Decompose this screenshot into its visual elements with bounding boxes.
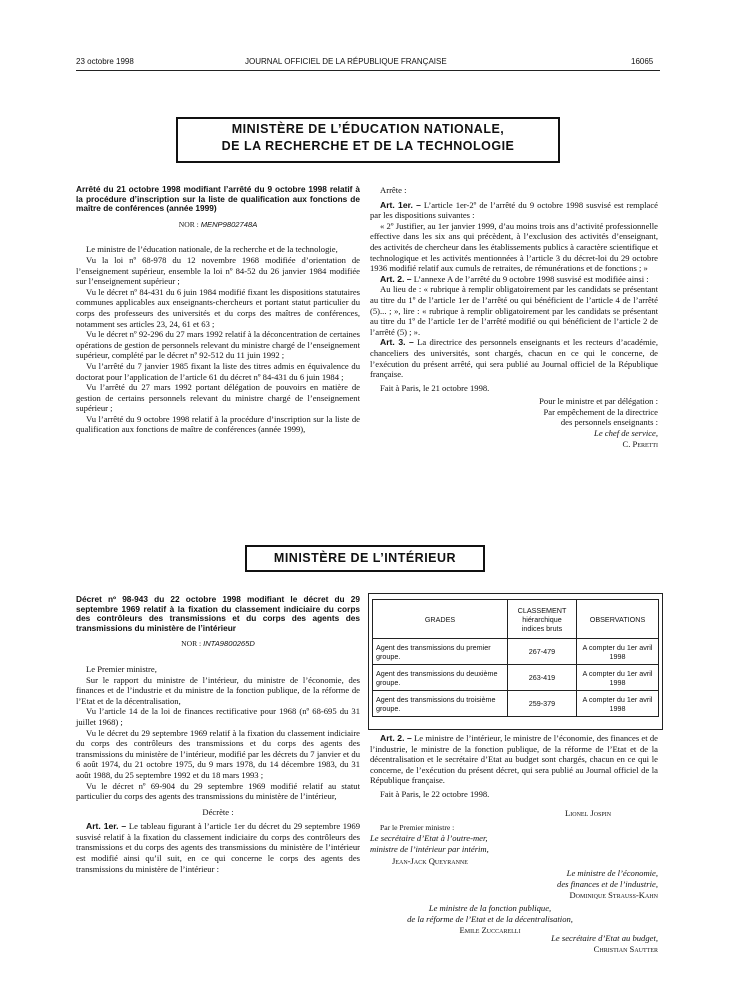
arrete-art3-text: La directrice des personnels enseignants et les recteurs d’académie, chanceliers des universités, sont chargés, chacun en ce qui le concerne, de l’exécution du présent arrêté, qui sera publié au Journal officiel de la République française. [370,337,658,380]
table-header-row [373,600,659,639]
arrete-sig-line: Le chef de service, [594,428,658,439]
decret-sig-line: Par le Premier ministre : [380,823,455,832]
ministry-education-line2: DE LA RECHERCHE ET DE LA TECHNOLOGIE [221,139,515,153]
header-rule [76,70,660,71]
table-cell-grade: Agent des transmissions du troisième groupe. [373,691,508,717]
decret-title: Décret nº 98-943 du 22 octobre 1998 modifiant le décret du 29 septembre 1969 relatif à la fixation du classement indiciaire du corps des contrôleurs des transmissions et du corps des agents des transmissions du ministère de l’intérieur [76,594,360,633]
decret-sig-name: Jean-Jack Queyranne [392,855,468,866]
table-row [373,691,659,717]
decret-art1-text: Le tableau figurant à l’article 1er du décret du 29 septembre 1969 susvisé relatif à la fixation du classement indiciaire du corps des contrôleurs des transmissions et du corps des agents des transmissions du ministère de l’intérieur est modifié ainsi qu’il suit, en ce qui concerne le corps des agents des transmissions du ministère de l’intérieur : [76,821,360,874]
decret-visa: Vu l’article 14 de la loi de finances rectificative pour 1968 (nº 68-695 du 31 juillet 1968) ; [76,706,360,727]
decret-decrete-label: Décrète : [202,806,234,817]
arrete-visa: Vu l’arrêté du 9 octobre 1998 relatif à la procédure d’inscription sur la liste de qualification aux fonctions de maître de conférences (année 1999), [76,413,360,435]
decret-signature-public-service [370,903,610,937]
arrete-nor-label: NOR : [178,219,199,229]
arrete-nor [76,220,360,231]
arrete-signature-block [370,396,658,449]
arrete-sig-name: C. Peretti [622,438,658,449]
header-date: 23 octobre 1998 [76,57,134,66]
table-cell-observation: A compter du 1er avril 1998 [577,665,659,691]
table-cell-observation: A compter du 1er avril 1998 [577,639,659,665]
decret-sig-line: ministre de l’intérieur par intérim, [370,844,489,855]
ministry-education-line1: MINISTÈRE DE L’ÉDUCATION NATIONALE, [231,122,505,136]
table-cell-index: 267-479 [508,639,577,665]
decret-left-column [76,595,360,874]
table-header-cell: CLASSEMENT hiérarchique indices bruts [508,600,577,639]
decret-sig-name: Emile Zuccarelli [459,925,521,936]
arrete-arrete-label: Arrête : [380,185,407,195]
arrete-art2-label: Art. 2. – [380,273,412,284]
decret-signature-budget [460,933,658,955]
table-cell-observation: A compter du 1er avril 1998 [577,691,659,717]
decret-art2-label: Art. 2. – [380,733,412,743]
arrete-art1-label: Art. 1er. – [380,199,421,210]
arrete-sig-line: Pour le ministre et par délégation : [539,396,658,407]
decret-visa: Le Premier ministre, [86,663,157,674]
arrete-article-2 [370,274,658,285]
decret-done-at: Fait à Paris, le 22 octobre 1998. [380,788,490,799]
table-header-cell: GRADES [373,600,508,639]
header-journal: JOURNAL OFFICIEL DE LA RÉPUBLIQUE FRANÇAISE [245,57,447,66]
table-cell-index: 263-419 [508,665,577,691]
arrete-visa: Vu le décret nº 92-296 du 27 mars 1992 relatif à la déconcentration de certaines opérations de gestion de personnels relevant du ministre chargé de l’enseignement supérieur, complété par le décret nº 92-512 du 11 juin 1992 ; [76,329,360,361]
arrete-sig-line: des personnels enseignants : [560,417,658,428]
decret-visa: Vu le décret nº 69-904 du 29 septembre 1969 modifié relatif au statut particulier du corps des agents des transmissions du ministère de l’intérieur, [76,780,360,802]
decret-right-column [370,733,658,800]
decret-sig-line: Le ministre de l’économie, [566,868,658,878]
decret-article-1 [76,821,360,874]
arrete-nor-code: MENP9802748A [200,219,258,229]
arrete-art3-label: Art. 3. – [380,337,414,348]
decret-article-2 [370,733,658,786]
ministry-interior-box [245,545,485,572]
decret-signature-interior [370,822,660,867]
arrete-visa: Le ministre de l’éducation nationale, de la recherche et de la technologie, [86,244,338,255]
ministry-interior-title: MINISTÈRE DE L’INTÉRIEUR [273,551,457,565]
arrete-title: Arrêté du 21 octobre 1998 modifiant l’arrêté du 9 octobre 1998 relatif à la procédure d’inscription sur la liste de qualification aux fonctions de maître de conférences (année 1999) [76,184,360,214]
decret-sig-line: Le ministre de la fonction publique, [428,903,552,913]
decret-grades-table [372,599,659,717]
arrete-visa: Vu le décret nº 84-431 du 6 juin 1984 modifié fixant les dispositions statutaires communes applicables aux enseignants-chercheurs et portant statut particulier du corps des professeurs des universités et du corps des maîtres de conférences, notamment ses articles 23, 24, 61 et 63 ; [76,286,360,329]
arrete-article-1 [370,200,658,221]
table-cell-grade: Agent des transmissions du deuxième groupe. [373,665,508,691]
table-row [373,639,659,665]
decret-sig-name: Dominique Strauss-Kahn [569,890,658,901]
decret-sig-line: de la réforme de l’Etat et de la décentralisation, [407,914,573,925]
decret-sig-prime-minister: Lionel Jospin [565,808,612,818]
decret-sig-line: Le secrétaire d’Etat à l’outre-mer, [370,833,488,844]
arrete-art1-text: L’article 1er-2º de l’arrêté du 9 octobre 1998 susvisé est remplacé par les dispositions suivantes : [370,199,658,221]
decret-signature-economy [420,868,658,902]
decret-nor [76,639,360,650]
arrete-art2-text: L’annexe A de l’arrêté du 9 octobre 1998 susvisé est modifiée ainsi : [413,273,649,284]
table-cell-grade: Agent des transmissions du premier groupe. [373,639,508,665]
arrete-left-column [76,185,360,435]
arrete-visa: Vu l’arrêté du 7 janvier 1985 fixant la liste des titres admis en équivalence du doctorat pour l’application de l’article 61 du décret nº 84-431 du 6 juin 1984 ; [76,360,360,382]
decret-sig-line: des finances et de l’industrie, [557,879,658,890]
arrete-visa: Vu l’arrêté du 27 mars 1992 portant délégation de pouvoirs en matière de gestion de certains personnels relevant du ministre chargé de l’enseignement supérieur ; [76,382,360,414]
decret-visa: Vu le décret du 29 septembre 1969 relatif à la fixation du classement indiciaire du corps des contrôleurs des transmissions et du corps des agents des transmissions du ministère de l’intérieur, modifié par les décrets du 7 janvier et du 6 août 1974, du 21 octobre 1975, du 9 mars 1978, du 14 décembre 1983, du 31 août 1988, du 25 septembre 1992 et du 18 mars 1993 ; [76,727,360,780]
arrete-visa: Vu la loi nº 68-978 du 12 novembre 1968 modifiée d’orientation de l’enseignement supérieur, ensemble la loi nº 84-52 du 26 janvier 1984 modifiée sur l’enseignement supérieur ; [76,254,360,287]
table-row [373,665,659,691]
decret-visa: Sur le rapport du ministre de l’intérieur, du ministre de l’économie, des finances et de l’industrie et du ministre de la fonction publique, de la réforme de l’Etat et de la décentralisation, [76,674,360,706]
decret-nor-label: NOR : [181,639,202,649]
decret-art1-label: Art. 1er. – [86,821,127,832]
arrete-art2-quote: Au lieu de : « rubrique à remplir obligatoirement par les candidats se présentant au titre du 1º de l’article 1er de l’arrêté ou qui bénéficient de l’article 4 de l’arrêté (5)... ; », lire : « rubrique à remplir obligatoirement par les candidats se présentant au titre du 1º de l’article 1er de l’arrêté modifié ou qui bénéficient de l’article 2 de l’arrêté (5) ; ». [370,284,658,337]
arrete-done-at: Fait à Paris, le 21 octobre 1998. [380,382,490,393]
decret-sig-name: Christian Sautter [593,944,658,955]
decret-nor-code: INTA9800265D [203,639,255,649]
table-cell-index: 259-379 [508,691,577,717]
ministry-education-box [176,117,560,163]
decret-art2-text: Le ministre de l’intérieur, le ministre de l’économie, des finances et de l’industrie, le ministre de la fonction publique, de la réforme de l’Etat et de la décentralisation et le secrétaire d’Etat au budget sont chargés, chacun en ce qui le concerne, de l’exécution du présent décret, qui sera publié au Journal officiel de la République française. [370,733,658,786]
decret-sig-line: Le secrétaire d’Etat au budget, [551,933,658,943]
table-header-cell: OBSERVATIONS [577,600,659,639]
arrete-art1-quote: « 2º Justifier, au 1er janvier 1999, d’au moins trois ans d’activité professionnelle effective dans les six ans qui précèdent, à l’exclusion des activités d’enseignant, des activités de chercheur dans les établissements publics à caractère scientifique et technologique et les activités mentionnées à l’article 3 du décret-loi du 29 octobre 1936 modifié relatif aux cumuls de retraites, de rémunérations et de fonctions ; » [370,220,658,274]
header-page-number: 16065 [631,57,654,66]
arrete-right-column [370,185,658,449]
arrete-sig-line: Par empêchement de la directrice [543,406,658,417]
arrete-article-3 [370,337,658,379]
